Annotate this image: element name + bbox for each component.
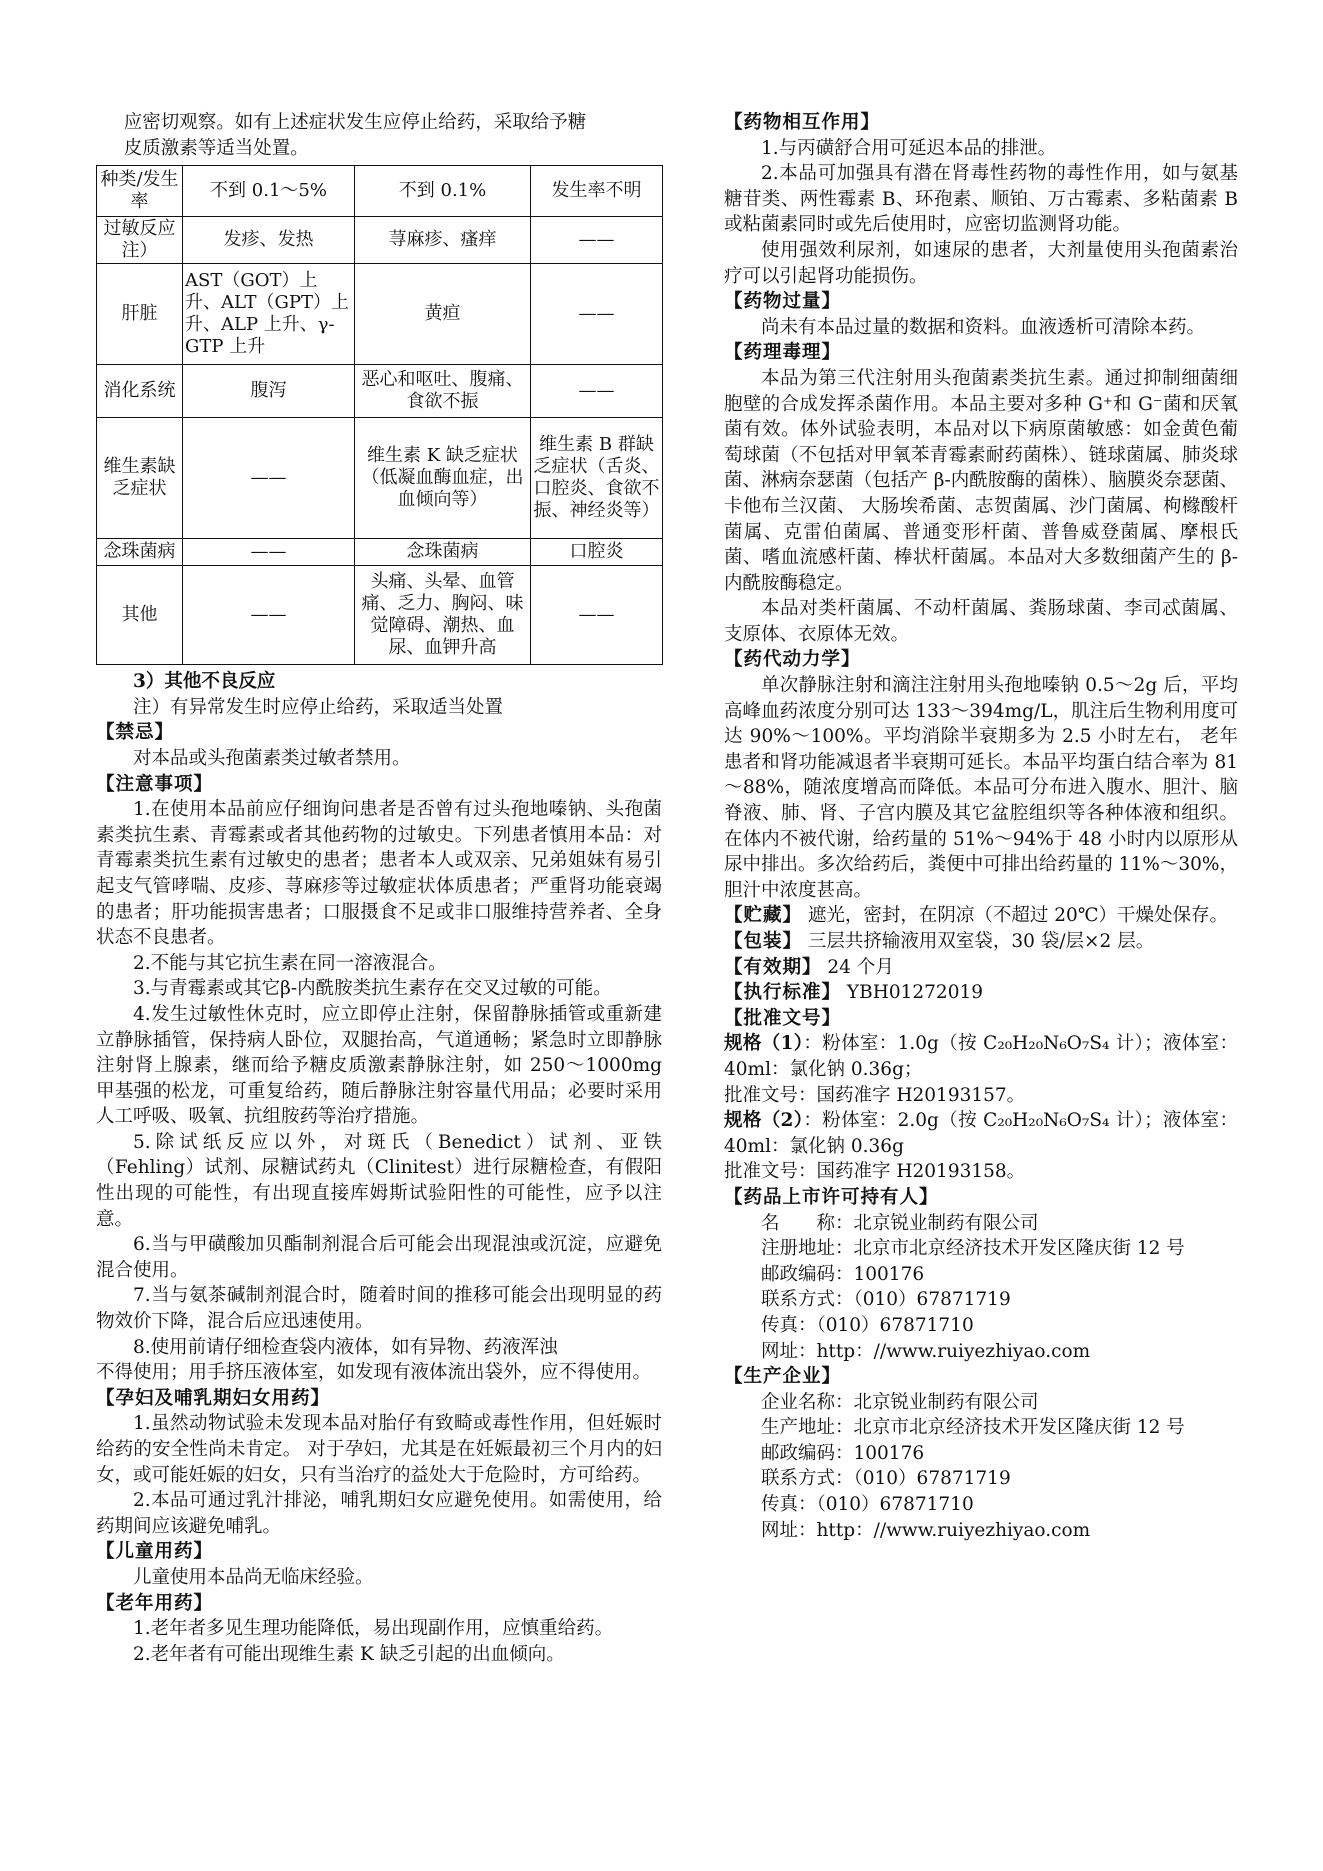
spec-2 xyxy=(724,1108,1238,1159)
precaution-item: 6.当与甲磺酸加贝酯制剂混合后可能会出现混浊或沉淀，应避免混合使用。 xyxy=(96,1234,662,1281)
section-heading-pharmacokinetics: 【药代动力学】 xyxy=(724,649,861,671)
spec-1 xyxy=(724,1031,1238,1082)
elderly-item: 1.老年者多见生理功能降低，易出现副作用，应慎重给药。 xyxy=(133,1618,614,1640)
table-cell: —— xyxy=(531,264,663,365)
pharmacology-text: 本品对类杆菌属、不动杆菌属、粪肠球菌、李司忒菌属、支原体、衣原体无效。 xyxy=(724,598,1238,645)
contraindications-text: 对本品或头孢菌素类过敏者禁用。 xyxy=(133,747,411,769)
table-cell: —— xyxy=(183,566,355,665)
section-heading-validity: 【有效期】 xyxy=(724,956,822,978)
table-cell: 维生素缺乏症状 xyxy=(97,418,183,539)
precaution-item: 2.不能与其它抗生素在同一溶液混合。 xyxy=(133,952,447,974)
pregnancy-item: 2.本品可通过乳汁排泌，哺乳期妇女应避免使用。如需使用，给药期间应该避免哺乳。 xyxy=(96,1490,662,1537)
manufacturer-website: 网址：http：//www.ruiyezhiyao.com xyxy=(761,1519,1091,1541)
table-cell: 黄疸 xyxy=(355,264,531,365)
manufacturer-address: 生产地址：北京市北京经济技术开发区隆庆街 12 号 xyxy=(761,1417,1185,1439)
overdose-text: 尚未有本品过量的数据和资料。血液透析可清除本药。 xyxy=(761,316,1206,338)
left-column xyxy=(96,110,662,1667)
table-row xyxy=(97,566,663,665)
precaution-item-8-rest: 不得使用；用手挤压液体室，如发现有液体流出袋外，应不得使用。 xyxy=(96,1362,652,1384)
section-heading-manufacturer: 【生产企业】 xyxy=(724,1366,842,1388)
table-cell: —— xyxy=(531,217,663,264)
precaution-item: 7.当与氨茶碱制剂混合时，随着时间的推移可能会出现明显的药物效价下降，混合后应迅速使用。 xyxy=(96,1285,662,1333)
spec-1-approval: 批准文号：国药准字 H20193157。 xyxy=(724,1084,1026,1106)
table-header-cell: 不到 0.1% xyxy=(355,166,531,217)
precaution-item: 3.与青霉素或其它β-内酰胺类抗生素存在交叉过敏的可能。 xyxy=(133,978,612,1000)
table-row xyxy=(97,418,663,539)
pharmacology-text: 本品为第三代注射用头孢菌素类抗生素。通过抑制细菌细胞壁的合成发挥杀菌作用。本品主要对多种 G⁺和 G⁻菌和厌氧菌有效。体外试验表明，本品对以下病原菌敏感：如金黄色葡萄球菌（不包括对甲氧苯青霉素耐药菌株）、链球菌属、肺炎球菌、淋病奈瑟菌（包括产 β-内酰胺酶的菌株）、脑膜炎奈瑟菌、卡他布兰汉菌、 大肠埃希菌、志贺菌属、沙门菌属、枸橼酸杆菌属、克雷伯菌属、普通变形杆菌、普鲁威登菌属、摩根氏菌、嗜血流感杆菌、棒状杆菌属。本品对大多数细菌产生的 β-内酰胺酶稳定。 xyxy=(724,367,1238,594)
table-header-cell: 不到 0.1～5% xyxy=(183,166,355,217)
table-header-row xyxy=(97,166,663,217)
interaction-item: 使用强效利尿剂，如速尿的患者，大剂量使用头孢菌素治疗可以引起肾功能损伤。 xyxy=(724,239,1238,287)
standard-line xyxy=(724,980,1238,1006)
table-cell: —— xyxy=(183,539,355,566)
section-heading-pharmacology: 【药理毒理】 xyxy=(724,342,842,364)
manufacturer-fax: 传真：（010）67871710 xyxy=(761,1494,974,1516)
section-heading-children: 【儿童用药】 xyxy=(96,1541,214,1563)
section-heading-storage: 【贮藏】 xyxy=(724,905,803,927)
table-cell: 其他 xyxy=(97,566,183,665)
section-heading-elderly: 【老年用药】 xyxy=(96,1592,214,1614)
holder-fax: 传真：（010）67871710 xyxy=(761,1314,974,1336)
holder-name: 名 称：北京锐业制药有限公司 xyxy=(761,1212,1039,1234)
table-header-cell: 种类/发生率 xyxy=(97,166,183,217)
holder-phone: 联系方式：（010）67871719 xyxy=(761,1289,1011,1311)
other-reactions-heading: 3）其他不良反应 xyxy=(133,671,276,693)
spec-2-text: ：粉体室：2.0g（按 C₂₀H₂₀N₆O₇S₄ 计）；液体室：40ml：氯化钠 0.36g xyxy=(724,1110,1238,1157)
section-heading-approval: 【批准文号】 xyxy=(724,1007,842,1029)
table-cell: 消化系统 xyxy=(97,365,183,418)
precaution-item: 4.发生过敏性休克时，应立即停止注射，保留静脉插管或重新建立静脉插管，保持病人卧位，双腿抬高，气道通畅；紧急时立即静脉注射肾上腺素，继而给予糖皮质激素静脉注射，如 250～1000mg 甲基强的松龙，可重复给药，随后静脉注射容量代用品；必要时采用人工呼吸、吸氧、抗组胺药等治疗措施。 xyxy=(96,1003,662,1128)
pharmacokinetics-text: 单次静脉注射和滴注注射用头孢地嗪钠 0.5～2g 后，平均高峰血药浓度分别可达 133～394mg/L，肌注后生物利用度可达 90%～100%。平均消除半衰期多为 2.5 小时左右， 老年患者和肾功能减退者半衰期可延长。本品平均蛋白结合率为 81～88%，随浓度增高而降低。本品可分布进入腹水、胆汁、脑脊液、肺、肾、子宫内膜及其它盆腔组织等各种体液和组织。在体内不被代谢，给药量的 51%～94%于 48 小时内以原形从尿中排出。多次给药后，粪便中可排出给药量的 11%～30%，胆汁中浓度甚高。 xyxy=(724,675,1238,901)
section-heading-overdose: 【药物过量】 xyxy=(724,291,842,313)
storage-line xyxy=(724,903,1238,929)
table-row xyxy=(97,217,663,264)
table-cell: 口腔炎 xyxy=(531,539,663,566)
table-cell: 念珠菌病 xyxy=(355,539,531,566)
section-heading-standard: 【执行标准】 xyxy=(724,982,842,1004)
table-cell: 发疹、发热 xyxy=(183,217,355,264)
table-cell: —— xyxy=(531,365,663,418)
table-header-cell: 发生率不明 xyxy=(531,166,663,217)
manufacturer-name: 企业名称：北京锐业制药有限公司 xyxy=(761,1391,1039,1413)
right-column xyxy=(724,110,1238,1543)
table-cell: 恶心和呕吐、腹痛、食欲不振 xyxy=(355,365,531,418)
table-row xyxy=(97,539,663,566)
children-text: 儿童使用本品尚无临床经验。 xyxy=(133,1566,374,1588)
holder-address: 注册地址：北京市北京经济技术开发区隆庆街 12 号 xyxy=(761,1238,1185,1260)
spec-2-approval: 批准文号：国药准字 H20193158。 xyxy=(724,1161,1026,1183)
pregnancy-item: 1.虽然动物试验未发现本品对胎仔有致畸或毒性作用，但妊娠时给药的安全性尚未肯定。 对于孕妇，尤其是在妊娠最初三个月内的妇女，或可能妊娠的妇女，只有当治疗的益处大于危险时，方可给药。 xyxy=(96,1413,662,1486)
other-reactions-note: 注）有异常发生时应停止给药，采取适当处置 xyxy=(133,696,504,718)
table-cell: 维生素 K 缺乏症状（低凝血酶血症，出血倾向等） xyxy=(355,418,531,539)
holder-postcode: 邮政编码：100176 xyxy=(761,1263,925,1285)
elderly-item: 2.老年者有可能出现维生素 K 缺乏引起的出血倾向。 xyxy=(133,1643,565,1665)
interaction-item: 1.与丙磺舒合用可延迟本品的排泄。 xyxy=(761,137,1057,159)
manufacturer-phone: 联系方式：（010）67871719 xyxy=(761,1468,1011,1490)
table-cell: 肝脏 xyxy=(97,264,183,365)
precaution-item: 5.除试纸反应以外，对斑氏（Benedict）试剂、亚铁（Fehling）试剂、尿糖试药丸（Clinitest）进行尿糖检查，有假阳性出现的可能性，有出现直接库姆斯试验阳性的可能性，应予以注意。 xyxy=(96,1131,662,1230)
table-cell: —— xyxy=(183,418,355,539)
spec-1-text: ：粉体室：1.0g（按 C₂₀H₂₀N₆O₇S₄ 计）；液体室：40ml：氯化钠 0.36g； xyxy=(724,1033,1238,1080)
manufacturer-postcode: 邮政编码：100176 xyxy=(761,1442,925,1464)
section-heading-contraindications: 【禁忌】 xyxy=(96,722,175,744)
table-row xyxy=(97,365,663,418)
adverse-reaction-table xyxy=(96,165,663,665)
table-row xyxy=(97,264,663,365)
section-heading-pregnancy: 【孕妇及哺乳期妇女用药】 xyxy=(96,1387,331,1409)
intro-line-2: 皮质激素等适当处置。 xyxy=(123,137,309,159)
section-heading-holder: 【药品上市许可持有人】 xyxy=(724,1186,939,1208)
intro-line-1: 应密切观察。如有上述症状发生应停止给药，采取给予糖 xyxy=(123,112,587,133)
table-cell: 过敏反应注） xyxy=(97,217,183,264)
spec-2-label: 规格（2） xyxy=(724,1110,804,1132)
section-heading-interactions: 【药物相互作用】 xyxy=(724,112,881,133)
validity-text: 24 个月 xyxy=(827,956,894,978)
standard-text: YBH01272019 xyxy=(846,982,984,1004)
table-cell: 头痛、头晕、血管痛、乏力、胸闷、味觉障碍、潮热、血尿、血钾升高 xyxy=(355,566,531,665)
precaution-item-8-first: 8.使用前请仔细检查袋内液体，如有异物、药液浑浊 xyxy=(133,1336,558,1358)
package-line xyxy=(724,929,1238,955)
table-cell: 维生素 B 群缺乏症状（舌炎、口腔炎、食欲不振、神经炎等） xyxy=(531,418,663,539)
section-heading-package: 【包装】 xyxy=(724,931,803,952)
table-cell: 荨麻疹、瘙痒 xyxy=(355,217,531,264)
spec-1-label: 规格（1） xyxy=(724,1033,804,1055)
table-cell: 念珠菌病 xyxy=(97,539,183,566)
table-cell: 腹泻 xyxy=(183,365,355,418)
holder-website: 网址：http：//www.ruiyezhiyao.com xyxy=(761,1340,1091,1362)
table-cell: —— xyxy=(531,566,663,665)
interaction-item: 2.本品可加强具有潜在肾毒性药物的毒性作用，如与氨基糖苷类、两性霉素 B、环孢素、顺铂、万古霉素、多粘菌素 B 或粘菌素同时或先后使用时，应密切监测肾功能。 xyxy=(724,163,1238,236)
package-text: 三层共挤输液用双室袋，30 袋/层×2 层。 xyxy=(807,931,1155,952)
table-cell: AST（GOT）上升、ALT（GPT）上升、ALP 上升、γ-GTP 上升 xyxy=(183,264,355,365)
precaution-item: 1.在使用本品前应仔细询问患者是否曾有过头孢地嗪钠、头孢菌素类抗生素、青霉素或者其他药物的过敏史。下列患者慎用本品：对青霉素类抗生素有过敏史的患者；患者本人或双亲、兄弟姐妹有易引起支气管哮喘、皮疹、荨麻疹等过敏症状体质患者；严重肾功能衰竭的患者；肝功能损害患者；口服摄食不足或非口服维持营养者、全身状态不良患者。 xyxy=(96,799,662,949)
validity-line xyxy=(724,955,1238,981)
section-heading-precautions: 【注意事项】 xyxy=(96,773,214,795)
storage-text: 遮光，密封，在阴凉（不超过 20℃）干燥处保存。 xyxy=(807,905,1229,927)
